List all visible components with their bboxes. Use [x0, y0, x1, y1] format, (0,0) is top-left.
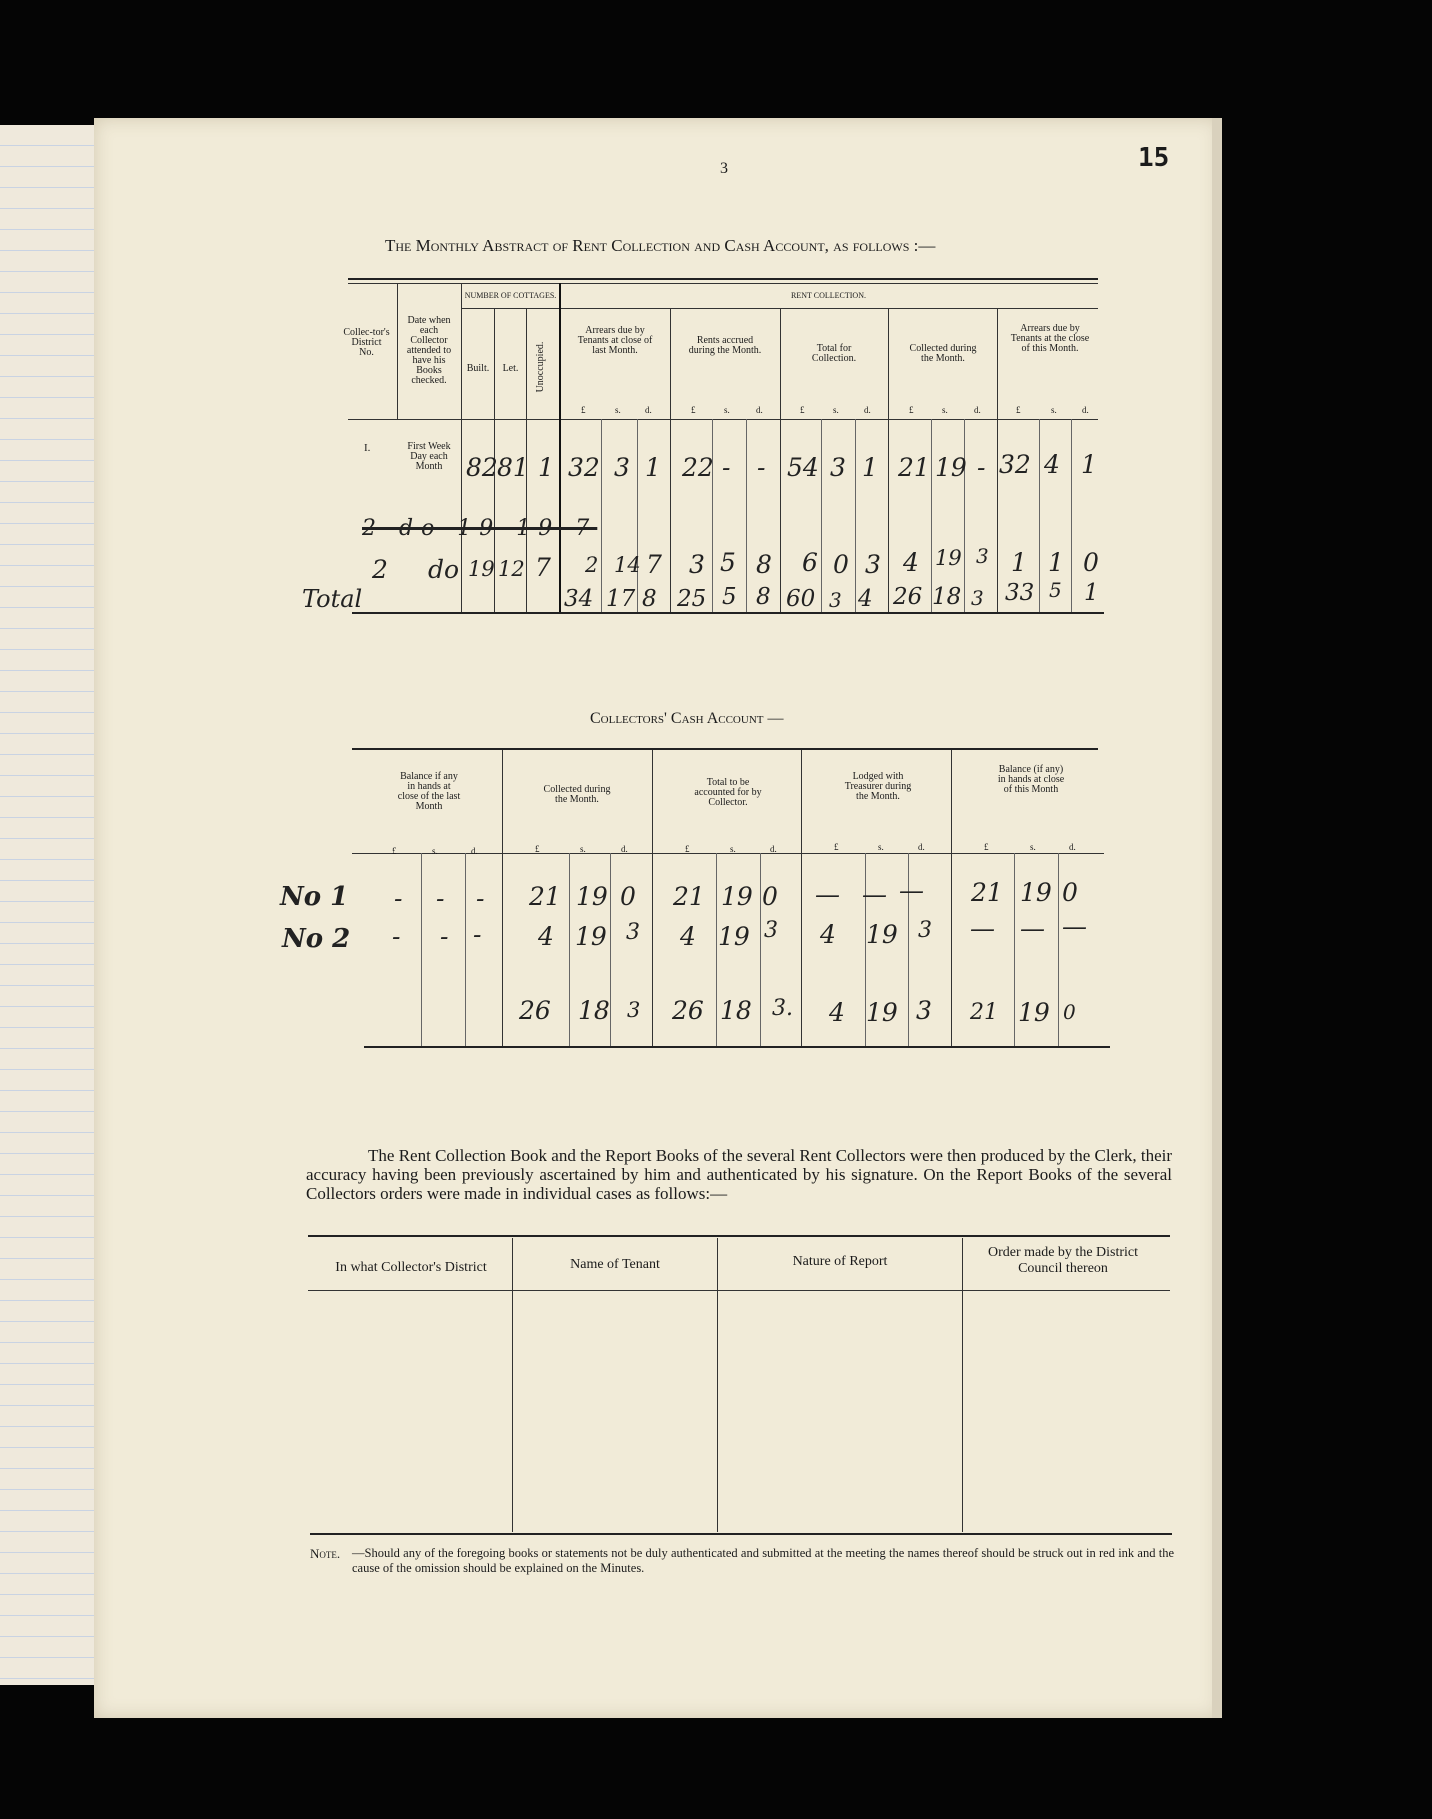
rent-pound-label: £: [1016, 405, 1021, 415]
row1-endarrears-l: 32: [999, 450, 1031, 479]
hdr-unoccupied: Unoccupied.: [535, 341, 546, 393]
left-page-margin: [0, 125, 96, 1685]
cash-row1-end-l: 21: [971, 878, 1003, 907]
rent-col-rule: [888, 308, 889, 612]
cash-total-total-d: 3.: [772, 996, 793, 1021]
cash-shilling-label: s.: [432, 846, 438, 856]
reports-table-top-rule: [308, 1235, 1170, 1237]
cash-col-rule: [951, 750, 952, 1046]
cash-total-lodged-l: 4: [829, 998, 845, 1027]
rent-shilling-label: s.: [615, 405, 621, 415]
cash-row2-balance-l: -: [392, 922, 401, 951]
cash-row1-total-s: 19: [721, 882, 753, 911]
cash-hdr-collected: Collected during the Month.: [543, 784, 611, 805]
cash-col-rule: [801, 750, 802, 1046]
row2-endarrears-s: 1: [1048, 548, 1064, 577]
cash-row1-total-l: 21: [673, 882, 705, 911]
cash-pound-label: £: [535, 844, 540, 854]
row2-rents-l: 3: [689, 550, 705, 579]
cash-shilling-label: s.: [580, 844, 586, 854]
cash-sub-rule: [569, 853, 570, 1046]
cash-hdr-balance-end: Balance (if any) in hands at close of this Month: [997, 764, 1065, 795]
reports-hdr-district: In what Collector's District: [335, 1260, 487, 1275]
total-endarrears-d: 1: [1084, 580, 1099, 606]
cash-total-total-l: 26: [672, 996, 704, 1025]
cash-row2-collected-s: 19: [575, 922, 607, 951]
cash-row1-lodged-d: —: [899, 876, 924, 905]
cash-row1-collected-l: 21: [529, 882, 561, 911]
row2-total-l: 6: [802, 548, 818, 577]
report-paragraph: The Rent Collection Book and the Report Books of the several Rent Collectors were then produced by the Clerk, their accuracy having been previously ascertained by him and authenticated by his signature. On the Report Books of the several Collectors orders were made in individual cases as follows:—: [306, 1146, 1172, 1203]
cash-total-end-s: 19: [1018, 998, 1050, 1027]
cash-total-total-s: 18: [720, 996, 752, 1025]
rent-sub-rule: [855, 419, 856, 612]
total-arrears-l: 34: [564, 586, 594, 612]
total-endarrears-s: 5: [1049, 578, 1062, 602]
row1-unoccupied: 1: [538, 453, 554, 482]
cash-row2-total-l: 4: [680, 922, 696, 951]
folio-number: 15: [1138, 143, 1170, 173]
cash-table-bottom-rule: [364, 1046, 1110, 1048]
cash-pound-label: £: [685, 844, 690, 854]
cash-row1-end-s: 19: [1020, 878, 1052, 907]
cash-pound-label: £: [834, 842, 839, 852]
cash-row2-label: No 2: [282, 924, 351, 954]
rent-pound-label: £: [691, 405, 696, 415]
cash-hdr-balance-start: Balance if any in hands at close of the last Month: [397, 771, 461, 812]
row1-rents-d: -: [757, 453, 766, 482]
row1-total-l: 54: [787, 453, 819, 482]
cash-row2-balance-s: -: [440, 922, 449, 951]
cash-total-collected-d: 3: [627, 998, 641, 1022]
hdr-collected: Collected during the Month.: [909, 343, 977, 364]
row1-arrears-l: 32: [568, 453, 600, 482]
rent-col-rule: [780, 308, 781, 612]
reports-col-rule: [962, 1238, 963, 1532]
row1-district: I.: [364, 442, 371, 454]
cash-row2-collected-d: 3: [626, 920, 640, 945]
cash-pound-label: £: [392, 846, 397, 856]
total-arrears-d: 8: [642, 586, 657, 612]
cash-pence-label: d.: [471, 846, 478, 856]
row2-total-d: 3: [865, 550, 881, 579]
total-rents-d: 8: [756, 584, 771, 610]
reports-table-bottom-rule: [310, 1533, 1172, 1535]
reports-col-rule: [512, 1238, 513, 1532]
cash-pence-label: d.: [621, 844, 628, 854]
row2-collected-l: 4: [903, 548, 919, 577]
reports-hdr-order: Order made by the District Council thereon: [987, 1245, 1139, 1276]
cash-pence-label: d.: [770, 844, 777, 854]
row1-built: 82: [466, 453, 498, 482]
hdr-cottages: NUMBER OF COTTAGES.: [464, 291, 557, 300]
hdr-let: Let.: [502, 363, 519, 374]
cottages-group-rule: [461, 308, 560, 309]
rent-col-rule: [397, 283, 398, 419]
row1-arrears-s: 3: [614, 453, 630, 482]
page-edge: [1212, 118, 1222, 1718]
row2-arrears-d: 7: [646, 550, 662, 579]
total-collected-l: 26: [893, 584, 923, 610]
rent-col-rule: [461, 283, 462, 612]
row1-date: First Week Day each Month: [407, 441, 451, 472]
row1-arrears-d: 1: [645, 453, 661, 482]
rent-col-rule: [670, 308, 671, 612]
row1-collected-s: 19: [935, 453, 967, 482]
hdr-rents-accrued: Rents accrued during the Month.: [688, 335, 762, 356]
total-collected-s: 18: [932, 584, 962, 610]
reports-table-header-rule: [308, 1290, 1170, 1291]
hdr-arrears-last: Arrears due by Tenants at close of last Month.: [577, 325, 653, 356]
cash-hdr-lodged: Lodged with Treasurer during the Month.: [844, 771, 912, 802]
cash-shilling-label: s.: [878, 842, 884, 852]
total-endarrears-l: 33: [1005, 580, 1035, 606]
cash-row1-label: No 1: [280, 882, 349, 912]
total-total-d: 4: [858, 586, 873, 612]
cash-row2-lodged-s: 19: [866, 920, 898, 949]
reports-hdr-tenant: Name of Tenant: [570, 1257, 660, 1272]
total-label: Total: [302, 585, 363, 613]
total-rents-s: 5: [722, 584, 737, 610]
total-rents-l: 25: [677, 586, 707, 612]
cash-row2-end-l: —: [970, 914, 995, 943]
rent-sub-rule: [1071, 419, 1072, 612]
row2-built: 19: [468, 557, 495, 581]
rent-pence-label: d.: [756, 405, 763, 415]
row2-collected-d: 3: [976, 544, 989, 568]
row2-unoccupied: 7: [535, 553, 551, 582]
rent-table-top-rule: [348, 278, 1098, 280]
abstract-title: The Monthly Abstract of Rent Collection and Cash Account, as follows :—: [385, 236, 936, 255]
hdr-built: Built.: [466, 363, 490, 374]
reports-col-rule: [717, 1238, 718, 1532]
row1-collected-l: 21: [898, 453, 930, 482]
cash-shilling-label: s.: [730, 844, 736, 854]
rent-sub-rule: [964, 419, 965, 612]
rent-table-bottom-rule: [352, 612, 1104, 614]
cash-row2-balance-d: -: [473, 920, 482, 949]
cash-sub-rule: [760, 853, 761, 1046]
rent-col-rule: [997, 308, 998, 612]
reports-hdr-nature: Nature of Report: [792, 1254, 888, 1269]
cash-row1-balance-l: -: [394, 884, 403, 913]
cash-total-end-l: 21: [970, 1000, 998, 1025]
hdr-arrears-this: Arrears due by Tenants at the close of this Month.: [1010, 323, 1090, 354]
rent-pence-label: d.: [864, 405, 871, 415]
rent-col-rule: [559, 283, 561, 612]
cash-pound-label: £: [984, 842, 989, 852]
page-number: 3: [720, 160, 728, 177]
cash-total-lodged-s: 19: [866, 998, 898, 1027]
note-label: Note.: [310, 1546, 341, 1561]
cash-total-collected-l: 26: [519, 996, 551, 1025]
row2-arrears-s: 14: [614, 553, 641, 577]
cash-row2-collected-l: 4: [538, 922, 554, 951]
cash-row1-collected-s: 19: [576, 882, 608, 911]
cash-sub-rule: [1058, 853, 1059, 1046]
note-text: —Should any of the foregoing books or statements not be duly authenticated and submitted at the meeting the names thereof should be struck out in red ink and the cause of the omission should be explained on the Minutes.: [352, 1546, 1174, 1575]
row1-collected-d: -: [977, 453, 986, 482]
rent-pence-label: d.: [974, 405, 981, 415]
rent-shilling-label: s.: [833, 405, 839, 415]
cash-total-end-d: 0: [1063, 1000, 1076, 1024]
hdr-total: Total for Collection.: [811, 343, 857, 364]
cash-row2-lodged-l: 4: [820, 920, 836, 949]
cash-hdr-total: Total to be accounted for by Collector.: [694, 777, 762, 808]
cash-row1-lodged-l: —: [815, 880, 840, 909]
cash-row1-collected-d: 0: [620, 882, 636, 911]
total-arrears-s: 17: [606, 586, 636, 612]
total-total-l: 60: [786, 586, 816, 612]
cash-sub-rule: [716, 853, 717, 1046]
rent-pound-label: £: [909, 405, 914, 415]
row1-endarrears-d: 1: [1081, 450, 1097, 479]
rent-pence-label: d.: [1082, 405, 1089, 415]
row1-let: 81: [497, 453, 529, 482]
cash-total-lodged-d: 3: [916, 996, 932, 1025]
row1-endarrears-s: 4: [1044, 450, 1060, 479]
cash-row2-total-s: 19: [718, 922, 750, 951]
rent-sub-rule: [712, 419, 713, 612]
row2-rents-s: 5: [720, 548, 736, 577]
hdr-date: Date when each Collector attended to have his Books checked.: [406, 315, 452, 386]
row1-rents-l: 22: [682, 453, 714, 482]
cash-shilling-label: s.: [1030, 842, 1036, 852]
cash-row1-total-d: 0: [762, 882, 778, 911]
row2-total-s: 0: [833, 550, 849, 579]
cash-row2-end-d: —: [1062, 912, 1087, 941]
cash-total-collected-s: 18: [578, 996, 610, 1025]
cash-sub-rule: [421, 853, 422, 1046]
cash-row2-lodged-d: 3: [918, 918, 932, 943]
cash-pence-label: d.: [918, 842, 925, 852]
rent-sub-rule: [746, 419, 747, 612]
cash-row2-total-d: 3: [764, 918, 778, 943]
rent-sub-rule: [1039, 419, 1040, 612]
cash-row1-end-d: 0: [1062, 878, 1078, 907]
cash-row1-balance-d: -: [476, 884, 485, 913]
row2-district: 2: [372, 555, 388, 584]
rent-group-rule: [560, 308, 1098, 309]
rent-pound-label: £: [800, 405, 805, 415]
hdr-rent-collection: RENT COLLECTION.: [791, 291, 866, 300]
cash-sub-rule: [465, 853, 466, 1046]
cash-title: Collectors' Cash Account —: [590, 710, 784, 727]
cash-col-rule: [652, 750, 653, 1046]
cash-row2-end-s: —: [1020, 914, 1045, 943]
row2-collected-s: 19: [935, 546, 962, 570]
rent-pound-label: £: [581, 405, 586, 415]
total-total-s: 3: [829, 588, 842, 612]
cash-sub-rule: [610, 853, 611, 1046]
cash-row1-lodged-s: —: [862, 880, 887, 909]
cash-pence-label: d.: [1069, 842, 1076, 852]
row1-rents-s: -: [722, 453, 731, 482]
row2-rents-d: 8: [756, 550, 772, 579]
struck-out-row: 2 do 19 19 7: [362, 516, 598, 541]
cash-col-rule: [502, 750, 503, 1046]
row1-total-s: 3: [830, 453, 846, 482]
row1-total-d: 1: [862, 453, 878, 482]
row2-arrears-l: 2: [585, 553, 599, 577]
rent-sub-rule: [637, 419, 638, 612]
hdr-district: Collec-tor's District No.: [343, 327, 390, 358]
rent-pence-label: d.: [645, 405, 652, 415]
rent-shilling-label: s.: [1051, 405, 1057, 415]
rent-shilling-label: s.: [942, 405, 948, 415]
rent-sub-rule: [821, 419, 822, 612]
cash-table-top-rule: [352, 748, 1098, 750]
ledger-page: [94, 118, 1219, 1718]
rent-sub-rule: [601, 419, 602, 612]
total-collected-d: 3: [971, 586, 984, 610]
cash-row1-balance-s: -: [436, 884, 445, 913]
rent-shilling-label: s.: [724, 405, 730, 415]
cash-sub-rule: [1014, 853, 1015, 1046]
row2-date: do: [428, 555, 460, 584]
row2-endarrears-l: 1: [1011, 548, 1027, 577]
row2-let: 12: [498, 557, 525, 581]
row2-endarrears-d: 0: [1083, 548, 1099, 577]
